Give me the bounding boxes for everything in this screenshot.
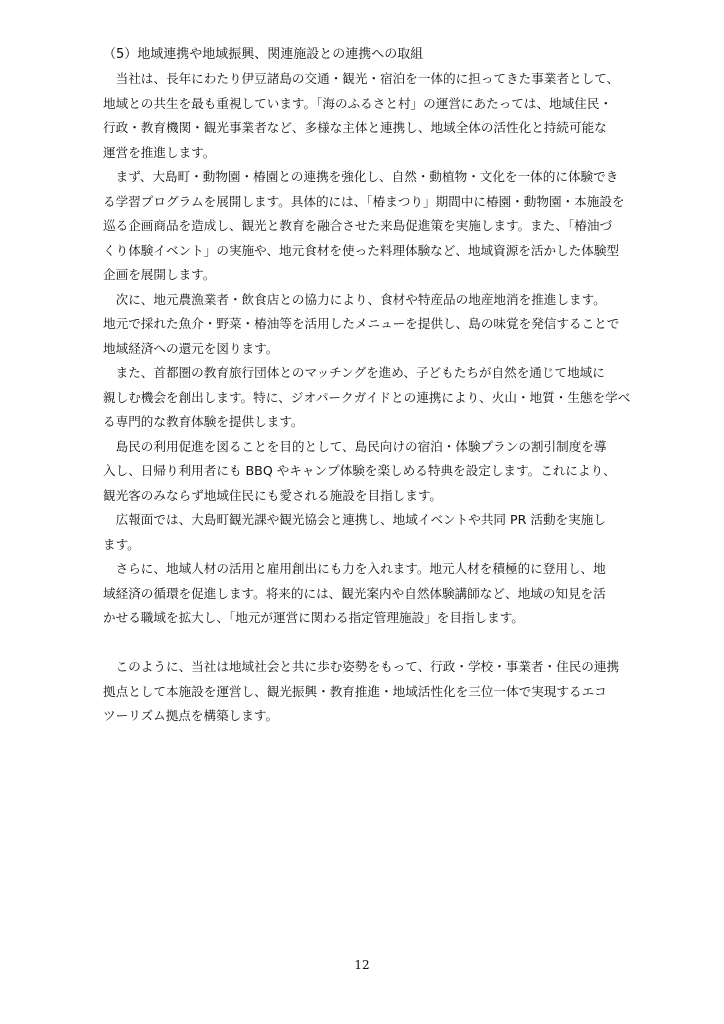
paragraph-1	[103, 67, 625, 165]
text-line: 行政・教育機関・観光事業者など、多様な主体と連携し、地域全体の活性化と持続可能な	[103, 120, 607, 135]
text-line: る学習プログラムを展開します。具体的には、「椿まつり」期間中に椿園・動物園・本施設を	[103, 193, 625, 209]
paragraph-3	[103, 288, 625, 362]
text-line: ツーリズム拠点を構築します。	[103, 708, 279, 723]
paragraph-2	[103, 165, 625, 288]
text-line: また、首都圏の教育旅行団体とのマッチングを進め、子どもたちが自然を通じて地域に	[103, 365, 605, 380]
text-line: 拠点として本施設を運営し、観光振興・教育推進・地域活性化を三位一体で実現するエコ	[103, 683, 607, 699]
text-line: まず、大島町・動物園・椿園との連携を強化し、自然・動植物・文化を一体的に体験でき	[103, 169, 619, 184]
page-number: 12	[354, 958, 370, 972]
text-line: 観光客のみならず地域住民にも愛される施設を目指します。	[103, 487, 443, 503]
text-line: 巡る企画商品を造成し、観光と教育を融合させた来島促進策を実施します。また、「椿油づ	[103, 218, 613, 233]
text-line: 広報面では、大島町観光課や観光協会と連携し、地域イベントや共同 PR 活動を実施し	[103, 512, 606, 527]
paragraph-7	[103, 557, 625, 631]
text-line: 地元で採れた魚介・野菜・椿油等を活用したメニューを提供し、島の味覚を発信することで	[103, 316, 620, 331]
text-line: くり体験イベント」の実施や、地元食材を使った料理体験など、地域資源を活かした体験型	[103, 242, 620, 258]
paragraph-4	[103, 361, 631, 435]
document-body	[103, 43, 631, 729]
paragraph-6	[103, 508, 625, 557]
text-line: 地域との共生を最も重視しています。「海のふるさと村」の運営にあたっては、地域住民・	[103, 95, 613, 111]
text-line: 企画を展開します。	[103, 267, 216, 282]
text-line: 入し、日帰り利用者にも BBQ やキャンプ体験を楽しめる特典を設定します。これにより、	[103, 463, 616, 478]
text-line: 運営を推進します。	[103, 144, 216, 160]
text-line: 次に、地元農漁業者・飲食店との協力により、食材や特産品の地産地消を推進します。	[103, 291, 606, 307]
text-line: かせる職域を拡大し、「地元が運営に関わる指定管理施設」を目指します。	[103, 610, 524, 625]
paragraph-gap	[103, 631, 625, 656]
text-line: 地域経済への還元を図ります。	[103, 340, 279, 356]
section-heading: （5）地域連携や地域振興、関連施設との連携への取組	[103, 47, 424, 62]
text-line: る専門的な教育体験を提供します。	[103, 414, 304, 429]
text-line: このように、当社は地域社会と共に歩む姿勢をもって、行政・学校・事業者・住民の連携	[103, 659, 620, 674]
paragraph-5	[103, 435, 625, 509]
closing-paragraph	[103, 655, 625, 729]
text-line: 当社は、長年にわたり伊豆諸島の交通・観光・宿泊を一体的に担ってきた事業者として、	[103, 71, 620, 86]
text-line: さらに、地域人材の活用と雇用創出にも力を入れます。地元人材を積極的に登用し、地	[103, 561, 606, 576]
text-line: ます。	[103, 536, 140, 552]
text-line: 親しむ機会を創出します。特に、ジオパークガイドとの連携により、火山・地質・生態を学べ	[103, 389, 631, 405]
text-line: 域経済の循環を促進します。将来的には、観光案内や自然体験講師など、地域の知見を活	[103, 585, 606, 601]
text-line: 島民の利用促進を図ることを目的として、島民向けの宿泊・体験プランの割引制度を導	[103, 438, 607, 454]
